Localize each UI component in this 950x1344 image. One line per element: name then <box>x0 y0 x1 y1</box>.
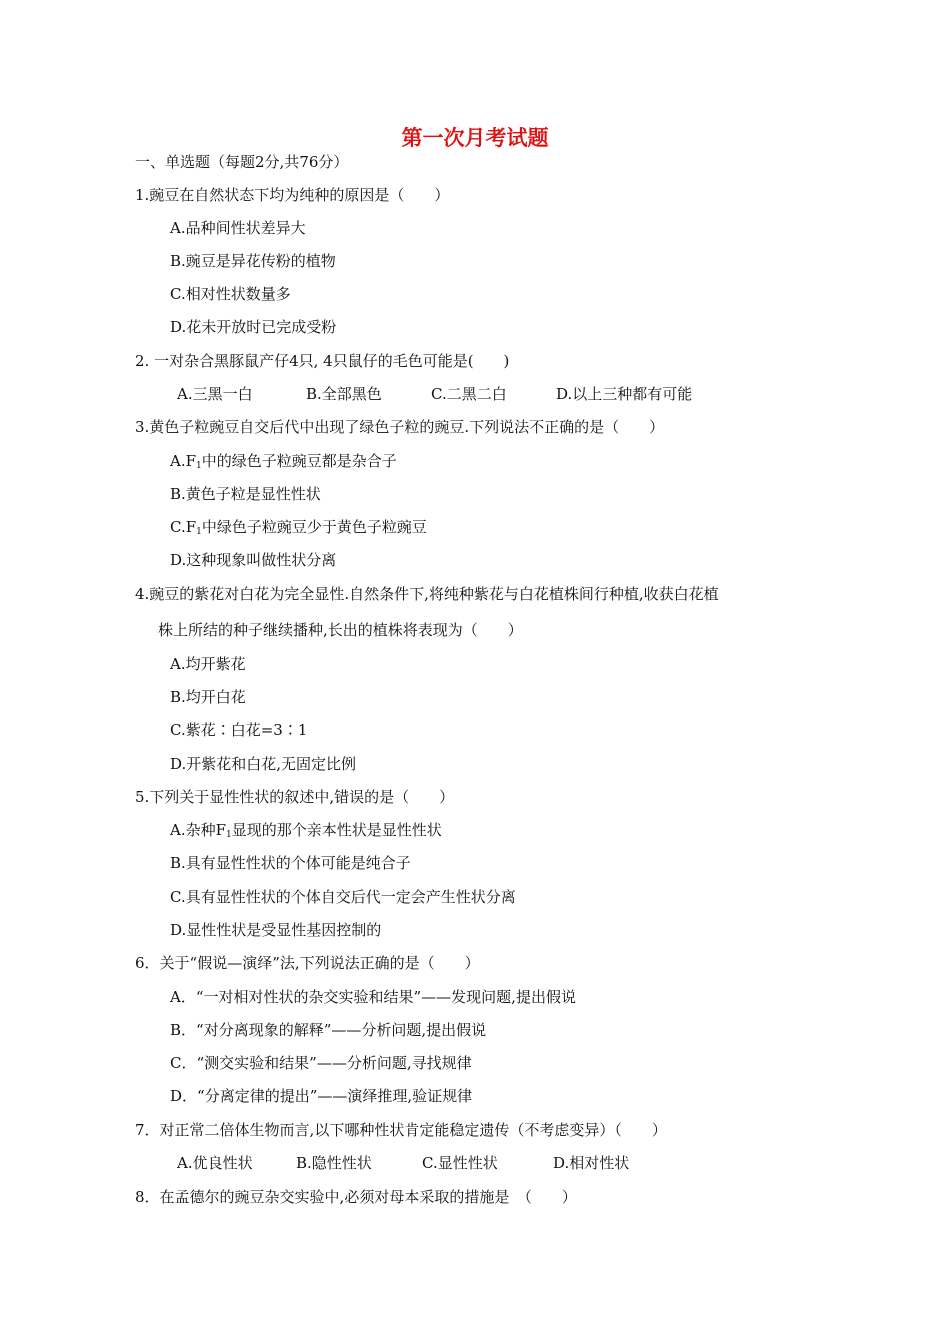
question-6-option-d: D．“分离定律的提出”——演绎推理,验证规律 <box>170 1087 473 1105</box>
question-2-stem: 2. 一对杂合黑豚鼠产仔4只, 4只鼠仔的毛色可能是( ) <box>135 352 510 370</box>
question-1-option-c: C.相对性状数量多 <box>170 285 291 303</box>
section-heading: 一、单选题（每题2分,共76分） <box>135 153 349 171</box>
question-2-option-b: B.全部黑色 <box>306 385 382 403</box>
question-3-option-a: $A.F_1$中的绿色子粒豌豆都是杂合子 <box>170 452 397 471</box>
question-2-option-d: D.以上三种都有可能 <box>556 385 693 403</box>
question-5-option-b: B.具有显性性状的个体可能是纯合子 <box>170 854 411 872</box>
question-6-stem: 6．关于“假说—演绎”法,下列说法正确的是（ ） <box>135 954 480 972</box>
question-1-option-d: D.花未开放时已完成受粉 <box>170 318 337 336</box>
question-4-option-c: C.紫花∶白花=3∶1 <box>170 721 308 739</box>
question-6-option-b: B．“对分离现象的解释”——分析问题,提出假说 <box>170 1021 487 1039</box>
question-4-option-d: D.开紫花和白花,无固定比例 <box>170 755 357 773</box>
question-6-option-a: A．“一对相对性状的杂交实验和结果”——发现问题,提出假说 <box>170 988 576 1006</box>
question-4-option-b: B.均开白花 <box>170 688 246 706</box>
question-3-option-d: D.这种现象叫做性状分离 <box>170 551 337 569</box>
question-3-stem: 3.黄色子粒豌豆自交后代中出现了绿色子粒的豌豆.下列说法不正确的是（ ） <box>135 418 665 436</box>
question-7-option-c: C.显性性状 <box>422 1154 498 1172</box>
question-3-option-b: B.黄色子粒是显性性状 <box>170 485 321 503</box>
question-7-option-b: B.隐性性状 <box>296 1154 372 1172</box>
question-2-option-c: C.二黑二白 <box>431 385 507 403</box>
question-7-stem: 7．对正常二倍体生物而言,以下哪种性状肯定能稳定遗传（不考虑变异）（ ） <box>135 1121 667 1139</box>
question-1-option-a: A.品种间性状差异大 <box>170 219 306 237</box>
question-4-option-a: A.均开紫花 <box>170 655 246 673</box>
question-4-stem: 4.豌豆的紫花对白花为完全显性.自然条件下,将纯种紫花与白花植株间行种植,收获白花植 <box>135 585 719 603</box>
question-4-stem-continued: 株上所结的种子继续播种,长出的植株将表现为（ ） <box>158 621 523 639</box>
page-title: 第一次月考试题 <box>401 126 549 150</box>
question-5-option-d: D.显性性状是受显性基因控制的 <box>170 921 382 939</box>
question-1-option-b: B.豌豆是异花传粉的植物 <box>170 252 336 270</box>
question-8-stem: 8．在孟德尔的豌豆杂交实验中,必须对母本采取的措施是 （ ） <box>135 1188 577 1206</box>
question-6-option-c: C．“测交实验和结果”——分析问题,寻找规律 <box>170 1054 472 1072</box>
question-2-option-a: A.三黑一白 <box>177 385 253 403</box>
question-1-stem: 1.豌豆在自然状态下均为纯种的原因是（ ） <box>135 186 450 204</box>
question-5-option-c: C.具有显性性状的个体自交后代一定会产生性状分离 <box>170 888 516 906</box>
question-3-option-c: $C.F_1$中绿色子粒豌豆少于黄色子粒豌豆 <box>170 518 427 537</box>
question-7-option-a: A.优良性状 <box>177 1154 253 1172</box>
question-7-option-d: D.相对性状 <box>553 1154 630 1172</box>
question-5-stem: 5.下列关于显性性状的叙述中,错误的是（ ） <box>135 788 455 806</box>
question-5-option-a: A.杂种$F_1$显现的那个亲本性状是显性性状 <box>170 821 442 840</box>
